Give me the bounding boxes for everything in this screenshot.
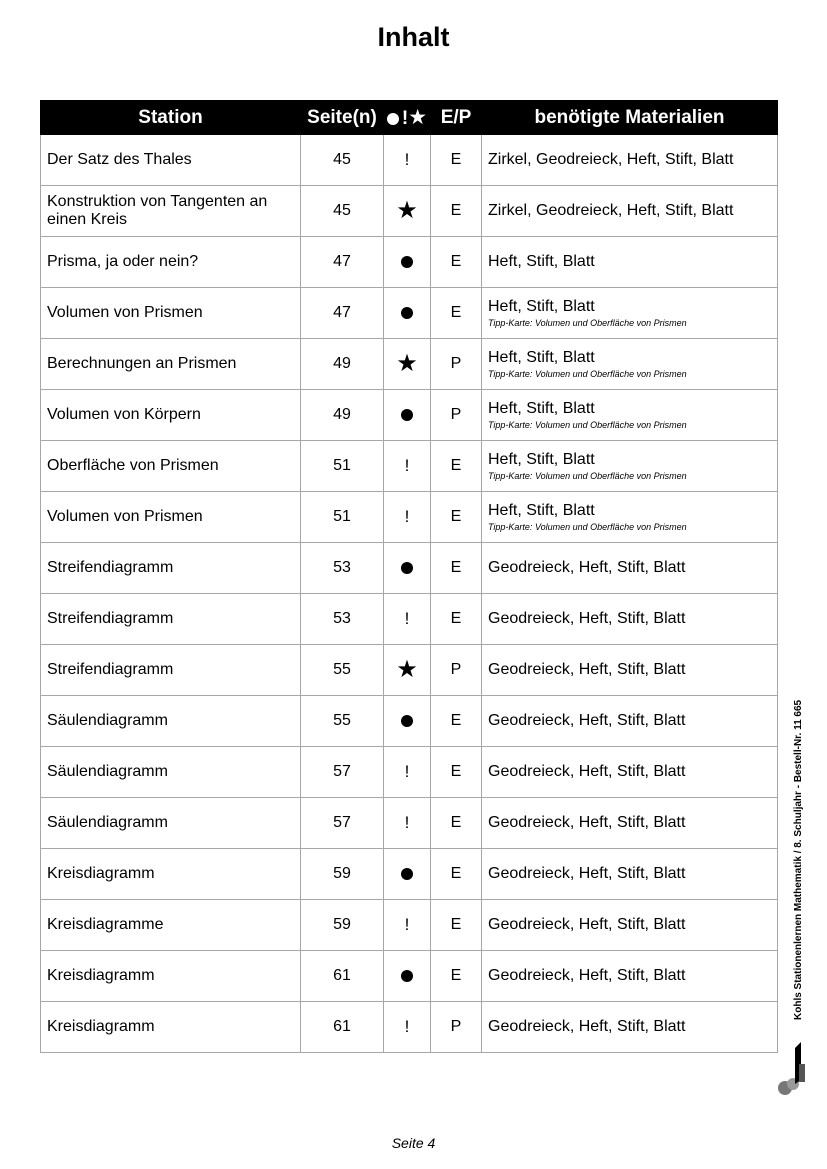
work-form: E <box>431 696 482 747</box>
difficulty-symbol <box>384 390 431 441</box>
page-number: 59 <box>301 900 384 951</box>
materials-cell <box>482 543 778 594</box>
table-row <box>41 696 778 747</box>
dot-icon <box>401 868 413 880</box>
page-title: Inhalt <box>377 22 450 52</box>
difficulty-symbol <box>384 594 431 645</box>
page-number: 51 <box>301 492 384 543</box>
materials-text: Geodreieck, Heft, Stift, Blatt <box>488 967 686 984</box>
table-row <box>41 492 778 543</box>
contents-table <box>40 100 778 1053</box>
materials-cell <box>482 798 778 849</box>
table-row <box>41 288 778 339</box>
page-footer: Seite 4 <box>391 1135 436 1151</box>
page-number: 51 <box>301 441 384 492</box>
work-form: E <box>431 492 482 543</box>
work-form: E <box>431 747 482 798</box>
header-bang: ! <box>401 108 409 129</box>
work-form: E <box>431 594 482 645</box>
materials-cell <box>482 645 778 696</box>
materials-cell <box>482 135 778 186</box>
exclamation-icon: ! <box>404 456 410 475</box>
star-icon: ★ <box>396 350 418 377</box>
work-form: P <box>431 339 482 390</box>
materials-text: Heft, Stift, Blatt <box>488 400 595 417</box>
materials-cell <box>482 237 778 288</box>
table-row <box>41 849 778 900</box>
tip-card-note: Tipp-Karte: Volumen und Oberfläche von Prismen <box>488 471 687 481</box>
materials-cell <box>482 594 778 645</box>
materials-cell <box>482 900 778 951</box>
materials-text: Heft, Stift, Blatt <box>488 349 595 366</box>
station-name: Kreisdiagramm <box>41 951 301 1002</box>
materials-cell <box>482 288 778 339</box>
header-ep: E/P <box>431 101 482 135</box>
page-number: 47 <box>301 288 384 339</box>
difficulty-symbol <box>384 288 431 339</box>
exclamation-icon: ! <box>404 1017 410 1036</box>
materials-cell <box>482 492 778 543</box>
dot-icon <box>401 970 413 982</box>
exclamation-icon: ! <box>404 150 410 169</box>
dot-icon <box>401 562 413 574</box>
table-row <box>41 1002 778 1053</box>
work-form: E <box>431 288 482 339</box>
materials-text: Geodreieck, Heft, Stift, Blatt <box>488 559 686 576</box>
work-form: E <box>431 798 482 849</box>
table-row <box>41 543 778 594</box>
page-number: 45 <box>301 186 384 237</box>
materials-cell <box>482 390 778 441</box>
difficulty-symbol <box>384 645 431 696</box>
tip-card-note: Tipp-Karte: Volumen und Oberfläche von Prismen <box>488 369 687 379</box>
materials-text: Geodreieck, Heft, Stift, Blatt <box>488 1018 686 1035</box>
work-form: E <box>431 951 482 1002</box>
exclamation-icon: ! <box>404 507 410 526</box>
page-number: 57 <box>301 798 384 849</box>
station-name: Kreisdiagramme <box>41 900 301 951</box>
exclamation-icon: ! <box>404 762 410 781</box>
dot-icon <box>387 113 399 125</box>
dot-icon <box>401 307 413 319</box>
materials-cell <box>482 1002 778 1053</box>
side-text: Kohls Stationenlernen Mathematik / 8. Schuljahr - Bestell-Nr. 11 665 <box>793 699 804 1020</box>
materials-cell <box>482 951 778 1002</box>
materials-text: Heft, Stift, Blatt <box>488 253 595 270</box>
work-form: E <box>431 900 482 951</box>
work-form: P <box>431 390 482 441</box>
station-name: Volumen von Körpern <box>41 390 301 441</box>
page-number: 49 <box>301 390 384 441</box>
tip-card-note: Tipp-Karte: Volumen und Oberfläche von Prismen <box>488 318 687 328</box>
station-name: Streifendiagramm <box>41 543 301 594</box>
materials-cell <box>482 849 778 900</box>
publisher-logo <box>775 1040 813 1098</box>
star-icon: ★ <box>408 106 428 129</box>
difficulty-symbol <box>384 951 431 1002</box>
materials-text: Geodreieck, Heft, Stift, Blatt <box>488 712 686 729</box>
difficulty-symbol <box>384 900 431 951</box>
difficulty-symbol <box>384 186 431 237</box>
table-body <box>41 135 778 1053</box>
page-number: 49 <box>301 339 384 390</box>
tip-card-note: Tipp-Karte: Volumen und Oberfläche von Prismen <box>488 420 687 430</box>
page-number: 45 <box>301 135 384 186</box>
difficulty-symbol <box>384 339 431 390</box>
table-row <box>41 390 778 441</box>
difficulty-symbol <box>384 798 431 849</box>
materials-text: Geodreieck, Heft, Stift, Blatt <box>488 763 686 780</box>
station-name: Säulendiagramm <box>41 798 301 849</box>
tip-card-note: Tipp-Karte: Volumen und Oberfläche von Prismen <box>488 522 687 532</box>
star-icon: ★ <box>396 656 418 683</box>
work-form: E <box>431 135 482 186</box>
station-name: Kreisdiagramm <box>41 1002 301 1053</box>
table-row <box>41 237 778 288</box>
difficulty-symbol <box>384 747 431 798</box>
difficulty-symbol <box>384 441 431 492</box>
page-number: 53 <box>301 594 384 645</box>
table-row <box>41 747 778 798</box>
materials-text: Zirkel, Geodreieck, Heft, Stift, Blatt <box>488 151 734 168</box>
materials-text: Geodreieck, Heft, Stift, Blatt <box>488 610 686 627</box>
station-name: Kreisdiagramm <box>41 849 301 900</box>
materials-text: Geodreieck, Heft, Stift, Blatt <box>488 916 686 933</box>
page-number: 47 <box>301 237 384 288</box>
page-number: 61 <box>301 951 384 1002</box>
table-row <box>41 645 778 696</box>
station-name: Säulendiagramm <box>41 747 301 798</box>
difficulty-symbol <box>384 543 431 594</box>
materials-text: Geodreieck, Heft, Stift, Blatt <box>488 865 686 882</box>
table-row <box>41 594 778 645</box>
materials-text: Geodreieck, Heft, Stift, Blatt <box>488 661 686 678</box>
table-row <box>41 186 778 237</box>
work-form: E <box>431 441 482 492</box>
table-row <box>41 951 778 1002</box>
work-form: P <box>431 645 482 696</box>
dot-icon <box>401 409 413 421</box>
materials-cell <box>482 186 778 237</box>
page-number: 57 <box>301 747 384 798</box>
work-form: E <box>431 186 482 237</box>
materials-cell <box>482 339 778 390</box>
table-row <box>41 339 778 390</box>
header-symbols <box>384 101 431 135</box>
materials-text: Heft, Stift, Blatt <box>488 502 595 519</box>
materials-text: Heft, Stift, Blatt <box>488 451 595 468</box>
table-row <box>41 441 778 492</box>
station-name: Prisma, ja oder nein? <box>41 237 301 288</box>
materials-text: Geodreieck, Heft, Stift, Blatt <box>488 814 686 831</box>
difficulty-symbol <box>384 1002 431 1053</box>
station-name: Volumen von Prismen <box>41 492 301 543</box>
difficulty-symbol <box>384 849 431 900</box>
station-name: Berechnungen an Prismen <box>41 339 301 390</box>
side-publisher-text <box>793 620 804 1020</box>
work-form: E <box>431 543 482 594</box>
materials-cell <box>482 441 778 492</box>
exclamation-icon: ! <box>404 813 410 832</box>
station-name: Streifendiagramm <box>41 645 301 696</box>
star-icon: ★ <box>396 197 418 224</box>
difficulty-symbol <box>384 237 431 288</box>
page-number: 53 <box>301 543 384 594</box>
materials-text: Heft, Stift, Blatt <box>488 298 595 315</box>
header-station: Station <box>41 101 301 135</box>
station-name: Oberfläche von Prismen <box>41 441 301 492</box>
page-number: 61 <box>301 1002 384 1053</box>
station-name: Volumen von Prismen <box>41 288 301 339</box>
materials-text: Zirkel, Geodreieck, Heft, Stift, Blatt <box>488 202 734 219</box>
materials-cell <box>482 696 778 747</box>
station-name: Streifendiagramm <box>41 594 301 645</box>
difficulty-symbol <box>384 696 431 747</box>
station-name: Säulendiagramm <box>41 696 301 747</box>
exclamation-icon: ! <box>404 915 410 934</box>
work-form: E <box>431 237 482 288</box>
station-name: Konstruktion von Tangenten an einen Kreis <box>41 186 301 237</box>
materials-cell <box>482 747 778 798</box>
table-row <box>41 135 778 186</box>
page-number: 55 <box>301 696 384 747</box>
page-number: 55 <box>301 645 384 696</box>
dot-icon <box>401 256 413 268</box>
table-row <box>41 798 778 849</box>
page-number: 59 <box>301 849 384 900</box>
station-name: Der Satz des Thales <box>41 135 301 186</box>
table-row <box>41 900 778 951</box>
work-form: E <box>431 849 482 900</box>
exclamation-icon: ! <box>404 609 410 628</box>
difficulty-symbol <box>384 135 431 186</box>
difficulty-symbol <box>384 492 431 543</box>
work-form: P <box>431 1002 482 1053</box>
table-header-row <box>41 101 778 135</box>
dot-icon <box>401 715 413 727</box>
header-materials: benötigte Materialien <box>482 101 778 135</box>
header-pages: Seite(n) <box>301 101 384 135</box>
